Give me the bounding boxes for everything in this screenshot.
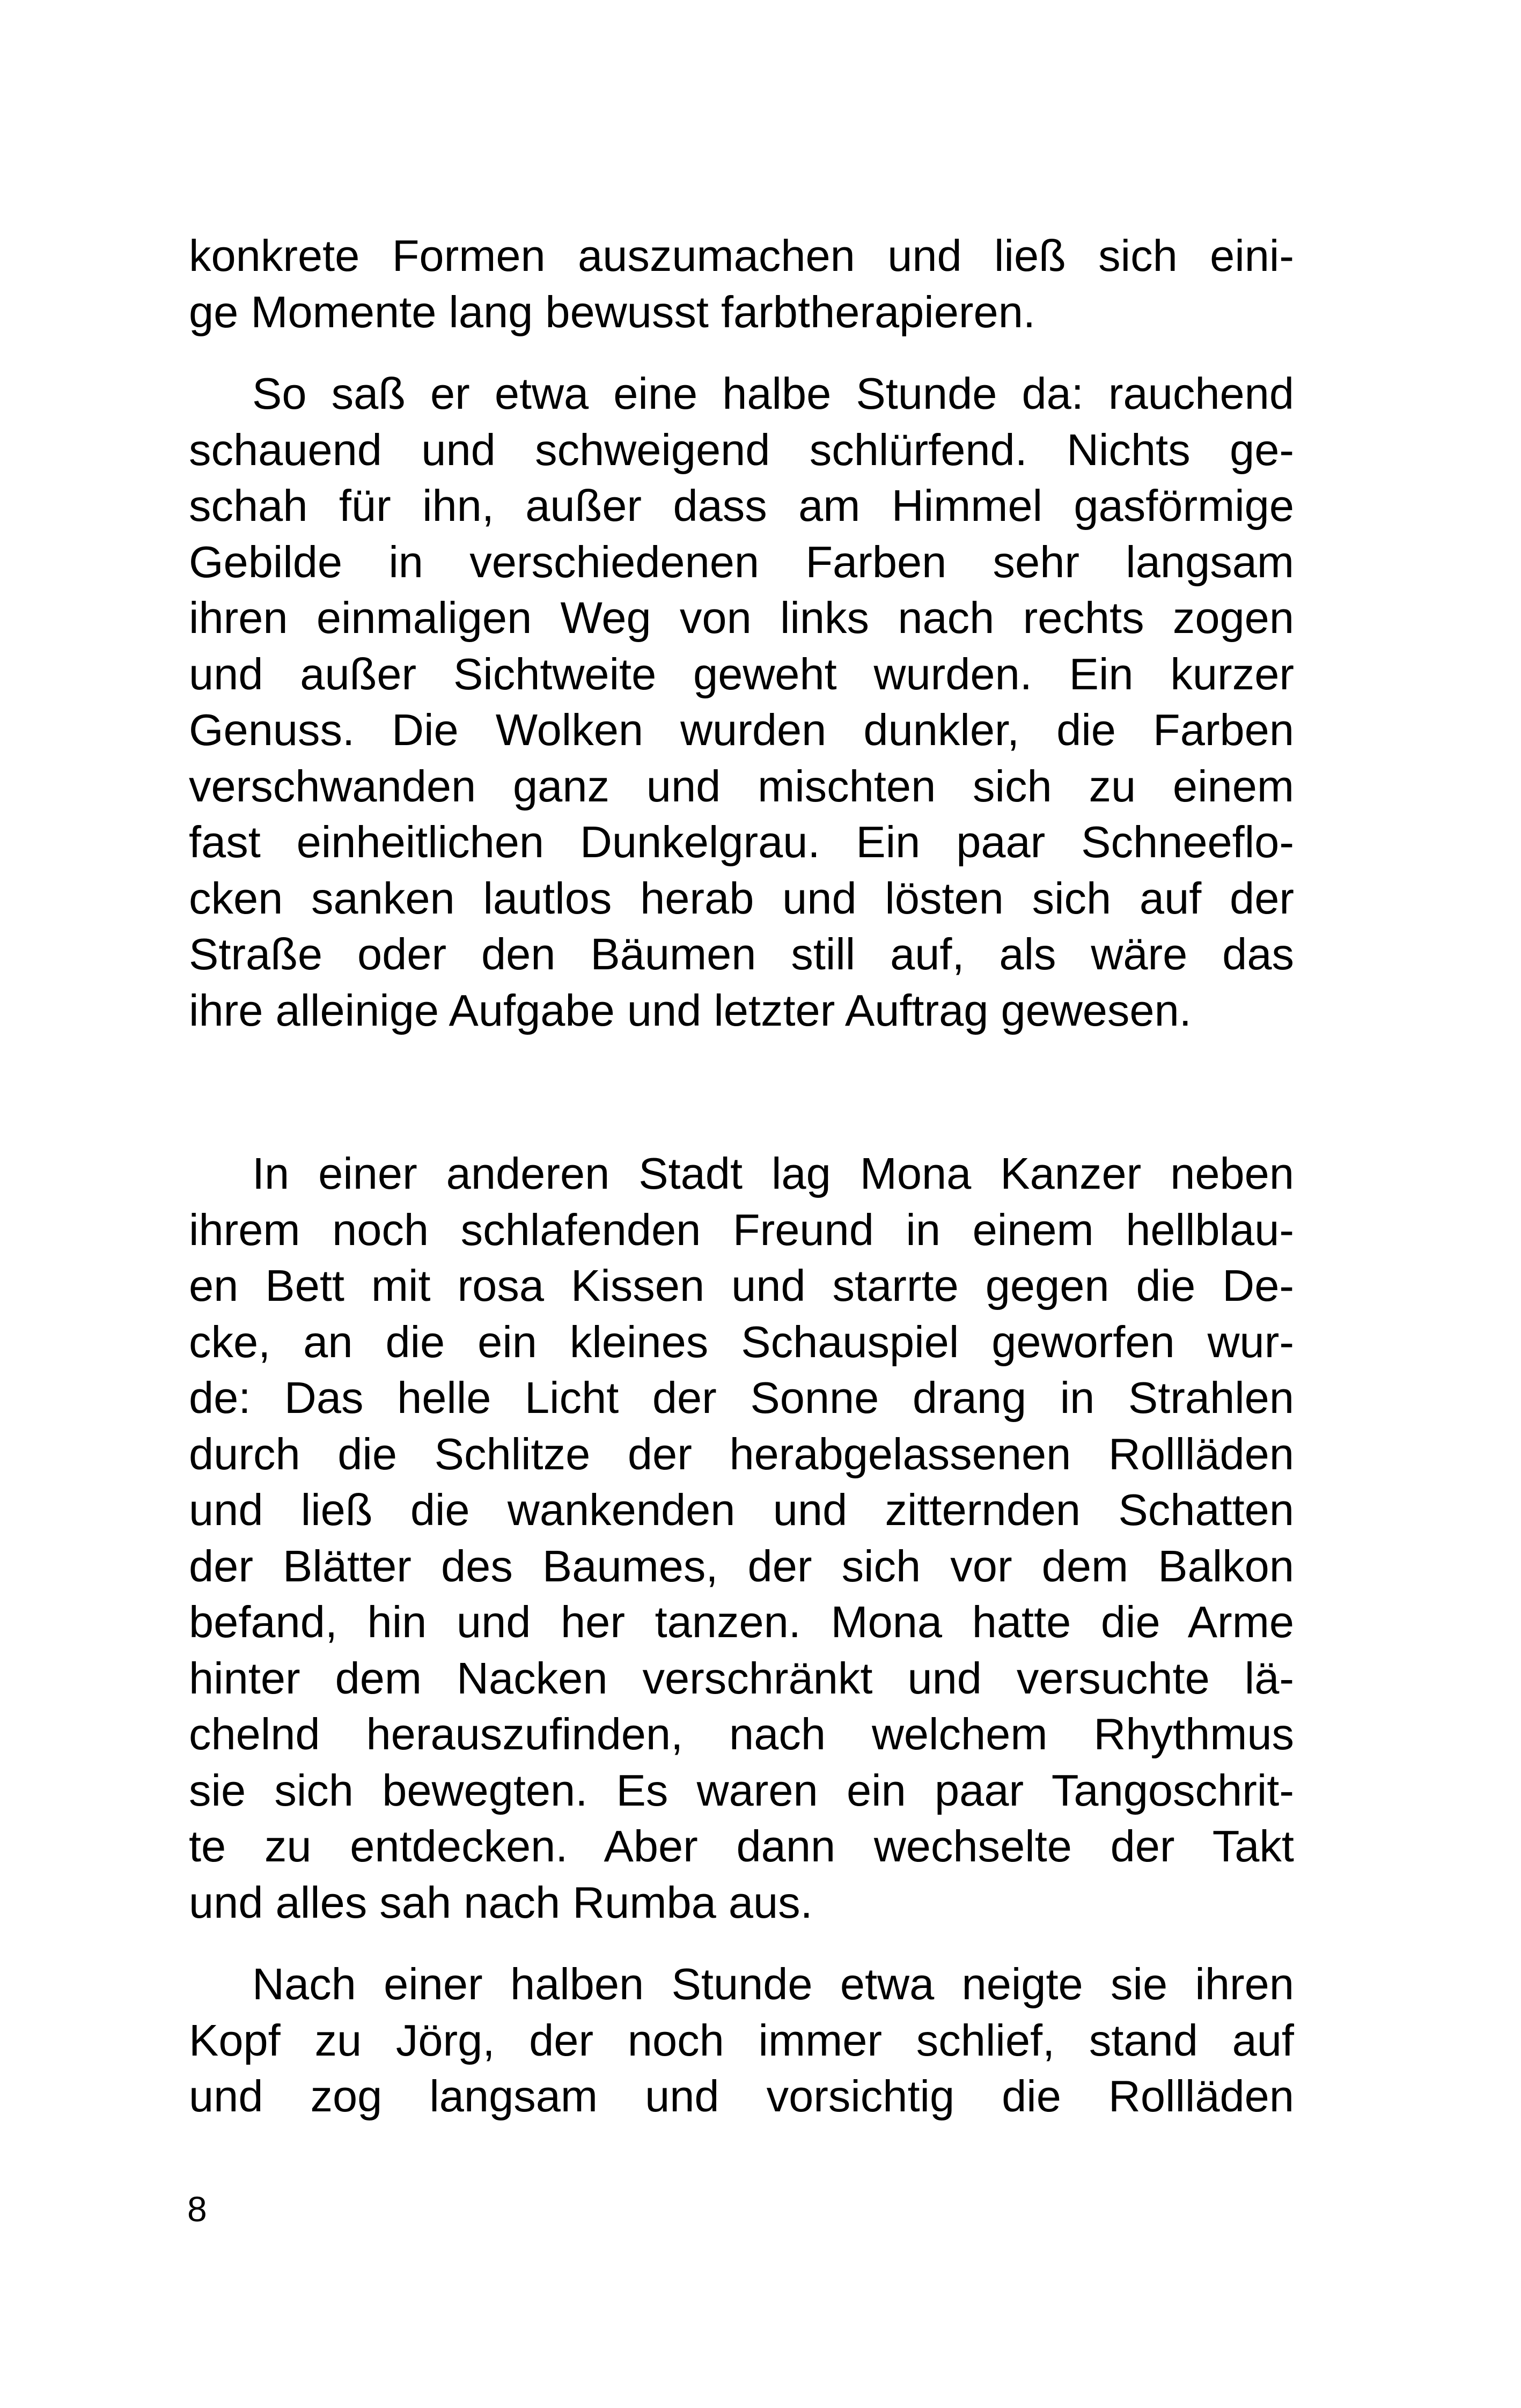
text-line: chelnd herauszufinden, nach welchem Rhythmus — [189, 1709, 1294, 1759]
text-line: schah für ihn, außer dass am Himmel gasförmige — [189, 481, 1294, 531]
text-line: und alles sah nach Rumba aus. — [189, 1877, 813, 1927]
text-line: de: Das helle Licht der Sonne drang in Strahlen — [189, 1373, 1294, 1423]
paragraph — [189, 1956, 1294, 2125]
text-line: en Bett mit rosa Kissen und starrte gegen die De- — [189, 1261, 1294, 1310]
paragraph — [189, 1146, 1294, 1931]
paragraph — [189, 366, 1294, 1039]
text-line: ihre alleinige Aufgabe und letzter Auftrag gewesen. — [189, 985, 1192, 1035]
page-body — [189, 228, 1294, 2125]
text-line: der Blätter des Baumes, der sich vor dem Balkon — [189, 1541, 1294, 1591]
text-line: So saß er etwa eine halbe Stunde da: rauchend — [252, 369, 1294, 418]
text-line: hinter dem Nacken verschränkt und versuchte lä- — [189, 1653, 1294, 1703]
text-line: Straße oder den Bäumen still auf, als wäre das — [189, 929, 1294, 979]
text-line: und außer Sichtweite geweht wurden. Ein kurzer — [189, 649, 1294, 699]
text-line: schauend und schweigend schlürfend. Nichts ge- — [189, 424, 1294, 475]
text-line: Gebilde in verschiedenen Farben sehr langsam — [189, 536, 1294, 587]
text-line: befand, hin und her tanzen. Mona hatte die Arme — [189, 1597, 1294, 1647]
text-line: In einer anderen Stadt lag Mona Kanzer neben — [252, 1148, 1294, 1198]
paragraph — [189, 228, 1294, 340]
text-line: sie sich bewegten. Es waren ein paar Tangoschrit- — [189, 1765, 1294, 1815]
text-line: verschwanden ganz und mischten sich zu einem — [189, 761, 1294, 811]
text-line: cke, an die ein kleines Schauspiel geworfen wur- — [189, 1316, 1294, 1367]
text-line: cken sanken lautlos herab und lösten sich auf der — [189, 873, 1294, 923]
text-line: und zog langsam und vorsichtig die Rollläden — [189, 2071, 1294, 2121]
text-line: Genuss. Die Wolken wurden dunkler, die Farben — [189, 705, 1294, 755]
text-line: Kopf zu Jörg, der noch immer schlief, stand auf — [189, 2015, 1294, 2065]
text-line: ge Momente lang bewusst farbtherapieren. — [189, 286, 1035, 337]
text-line: konkrete Formen auszumachen und ließ sich eini- — [189, 231, 1294, 281]
text-line: ihrem noch schlafenden Freund in einem hellblau- — [189, 1204, 1294, 1255]
text-line: Nach einer halben Stunde etwa neigte sie ihren — [252, 1959, 1294, 2009]
page-number: 8 — [187, 2189, 207, 2229]
text-line: te zu entdecken. Aber dann wechselte der Takt — [189, 1821, 1294, 1871]
text-line: fast einheitlichen Dunkelgrau. Ein paar Schneeflo- — [189, 817, 1294, 867]
text-line: durch die Schlitze der herabgelassenen Rollläden — [189, 1428, 1294, 1479]
text-line: und ließ die wankenden und zitternden Schatten — [189, 1485, 1294, 1535]
text-line: ihren einmaligen Weg von links nach rechts zogen — [189, 593, 1294, 643]
